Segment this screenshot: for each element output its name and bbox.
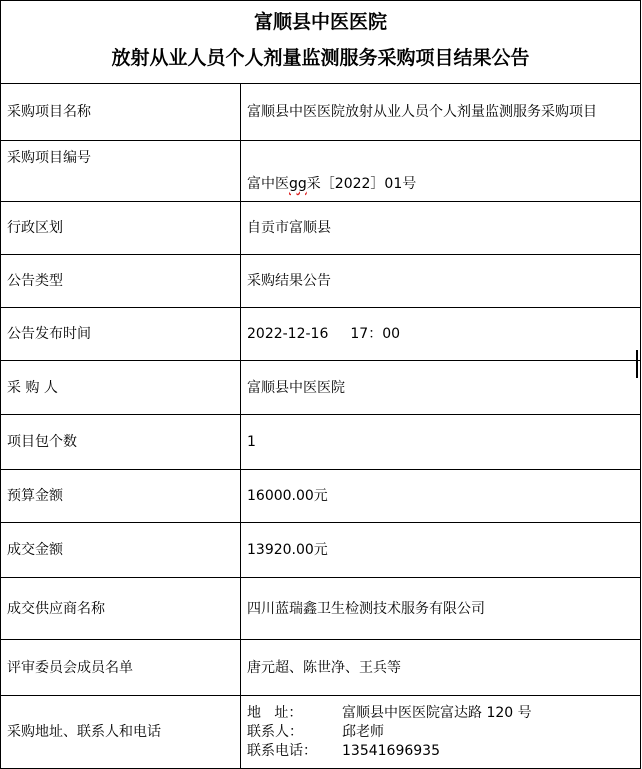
purchaser-value: 富顺县中医医院 bbox=[241, 361, 641, 415]
table-row bbox=[1, 141, 641, 202]
budget-value: 16000.00元 bbox=[241, 470, 641, 523]
address-line bbox=[247, 704, 634, 723]
project-number-prefix: 富中医 bbox=[247, 176, 289, 192]
table-row bbox=[1, 470, 641, 523]
table-row bbox=[1, 640, 641, 696]
project-name-value: 富顺县中医医院放射从业人员个人剂量监测服务采购项目 bbox=[241, 84, 641, 141]
contact-person-line bbox=[247, 723, 634, 742]
table-row bbox=[1, 308, 641, 361]
project-number-value bbox=[241, 141, 641, 202]
publish-time-value bbox=[241, 308, 641, 361]
phone-line bbox=[247, 742, 634, 761]
phone-key: 联系电话： bbox=[247, 742, 317, 759]
contact-person-value: 邱老师 bbox=[342, 723, 384, 740]
deal-amount-value: 13920.00元 bbox=[241, 523, 641, 578]
committee-label: 评审委员会成员名单 bbox=[1, 640, 241, 696]
contact-label: 采购地址、联系人和电话 bbox=[1, 696, 241, 769]
publish-time: 17：00 bbox=[350, 326, 401, 342]
hospital-title: 富顺县中医医院 bbox=[253, 11, 387, 33]
contact-person-key: 联系人： bbox=[247, 723, 303, 740]
table-row bbox=[1, 415, 641, 470]
address-key: 地 址： bbox=[247, 704, 303, 721]
table-row bbox=[1, 84, 641, 141]
announcement-type-value: 采购结果公告 bbox=[241, 255, 641, 308]
announcement-title: 放射从业人员个人剂量监测服务采购项目结果公告 bbox=[111, 47, 530, 69]
publish-time-label: 公告发布时间 bbox=[1, 308, 241, 361]
table-row bbox=[1, 523, 641, 578]
supplier-value: 四川蓝瑞鑫卫生检测技术服务有限公司 bbox=[241, 578, 641, 640]
phone-value: 13541696935 bbox=[342, 742, 440, 759]
title-header bbox=[1, 1, 641, 84]
package-count-value: 1 bbox=[241, 415, 641, 470]
package-count-label: 项目包个数 bbox=[1, 415, 241, 470]
deal-amount-label: 成交金额 bbox=[1, 523, 241, 578]
region-label: 行政区划 bbox=[1, 202, 241, 255]
supplier-label: 成交供应商名称 bbox=[1, 578, 241, 640]
purchaser-label: 采 购 人 bbox=[1, 361, 241, 415]
publish-date: 2022-12-16 bbox=[247, 326, 329, 342]
contact-value bbox=[241, 696, 641, 769]
project-number-underlined: gg bbox=[289, 176, 307, 192]
project-name-label: 采购项目名称 bbox=[1, 84, 241, 141]
project-number-label: 采购项目编号 bbox=[1, 141, 241, 202]
table-row bbox=[1, 361, 641, 415]
table-row bbox=[1, 696, 641, 769]
budget-label: 预算金额 bbox=[1, 470, 241, 523]
project-number-suffix: 采［2022］01号 bbox=[306, 176, 417, 192]
page-edge-marker bbox=[636, 350, 638, 378]
announcement-type-label: 公告类型 bbox=[1, 255, 241, 308]
table-row bbox=[1, 255, 641, 308]
committee-value: 唐元超、陈世净、王兵等 bbox=[241, 640, 641, 696]
region-value: 自贡市富顺县 bbox=[241, 202, 641, 255]
table-row bbox=[1, 202, 641, 255]
table-row bbox=[1, 578, 641, 640]
address-value: 富顺县中医医院富达路 120 号 bbox=[342, 704, 532, 721]
